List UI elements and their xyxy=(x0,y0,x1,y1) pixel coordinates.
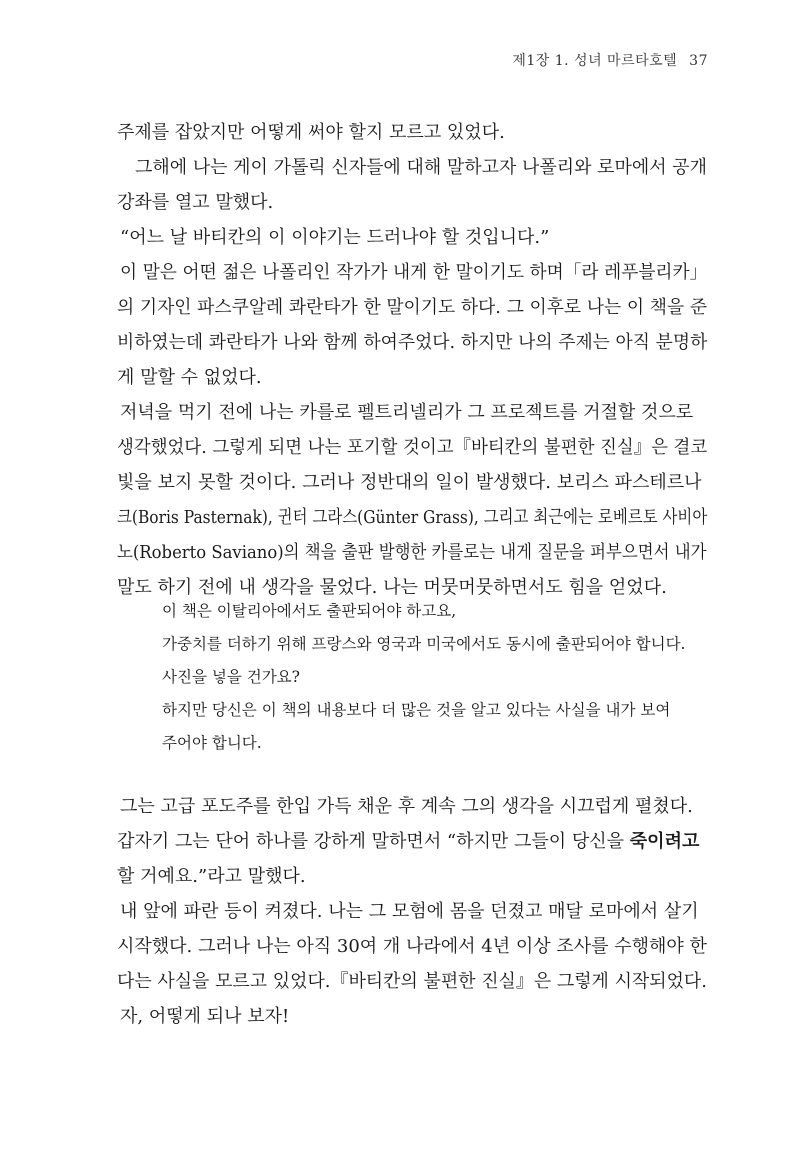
text-line: 저녁을 먹기 전에 나는 카를로 펠트리넬리가 그 프로젝트를 거절할 것으로 xyxy=(120,402,694,423)
text-line: 주제를 잡았지만 어떻게 써야 할지 모르고 있었다. xyxy=(117,122,505,143)
text-line: 생각했었다. 그렇게 되면 나는 포기할 것이고『바티칸의 불편한 진실』은 결코 xyxy=(117,437,708,458)
text-line: 할 거예요.”라고 말했다. xyxy=(117,866,306,887)
text-line: 강좌를 열고 말했다. xyxy=(117,192,274,213)
text-line: “어느 날 바티칸의 이 이야기는 드러나야 할 것입니다.” xyxy=(120,227,550,248)
emphasized-word: 죽이려고 xyxy=(629,831,700,852)
text-line: 이 말은 어떤 젊은 나폴리인 작가가 내게 한 말이기도 하며「라 레푸블리카」 xyxy=(120,262,708,283)
quote-line: 가중치를 더하기 위해 프랑스와 영국과 미국에서도 동시에 출판되어야 합니다. xyxy=(162,635,686,653)
text-line: 내 앞에 파란 등이 켜졌다. 나는 그 모험에 몸을 던졌고 매달 로마에서 살기 xyxy=(120,901,699,922)
quote-line: 이 책은 이탈리아에서도 출판되어야 하고요, xyxy=(162,602,457,620)
text-line: 다는 사실을 모르고 있었다.『바티칸의 불편한 진실』은 그렇게 시작되었다. xyxy=(117,971,707,992)
text-line: 시작했다. 그러나 나는 아직 30여 개 나라에서 4년 이상 조사를 수행해야 한 xyxy=(117,936,707,957)
text-line: 게 말할 수 없었다. xyxy=(117,367,262,388)
page-number: 37 xyxy=(689,53,708,69)
quote-line: 주어야 합니다. xyxy=(162,734,262,752)
running-title: 제1장 1. 성녀 마르타호텔 xyxy=(512,53,678,69)
text-line: 의 기자인 파스쿠알레 콰란타가 한 말이기도 하다. 그 이후로 나는 이 책을 준 xyxy=(117,297,708,318)
text-line: 노(Roberto Saviano)의 책을 출판 발행한 카를로는 내게 질문을 퍼부으면서 내가 xyxy=(117,542,707,563)
text-line: 말도 하기 전에 내 생각을 물었다. 나는 머뭇머뭇하면서도 힘을 얻었다. xyxy=(117,577,667,598)
running-header xyxy=(512,50,708,70)
text-line: 그는 고급 포도주를 한입 가득 채운 후 계속 그의 생각을 시끄럽게 펼쳤다. xyxy=(120,796,693,817)
text-line: 빛을 보지 못할 것이다. 그러나 정반대의 일이 발생했다. 보리스 파스테르나 xyxy=(117,472,702,493)
quote-line: 사진을 넣을 건가요? xyxy=(162,668,300,686)
text-line xyxy=(117,827,699,857)
text-span: 갑자기 그는 단어 하나를 강하게 말하면서 “하지만 그들이 당신을 xyxy=(117,831,630,852)
text-line: 그해에 나는 게이 가톨릭 신자들에 대해 말하고자 나폴리와 로마에서 공개 xyxy=(135,157,707,178)
text-line: 비하였는데 콰란타가 나와 함께 하여주었다. 하지만 나의 주제는 아직 분명하 xyxy=(117,332,708,353)
text-line: 크(Boris Pasternak), 귄터 그라스(Günter Grass), 그리고 최근에는 로베르토 사비아 xyxy=(117,507,708,528)
text-line: 자, 어떻게 되나 보자! xyxy=(120,1006,290,1027)
quote-line: 하지만 당신은 이 책의 내용보다 더 많은 것을 알고 있다는 사실을 내가 보여 xyxy=(162,701,671,719)
